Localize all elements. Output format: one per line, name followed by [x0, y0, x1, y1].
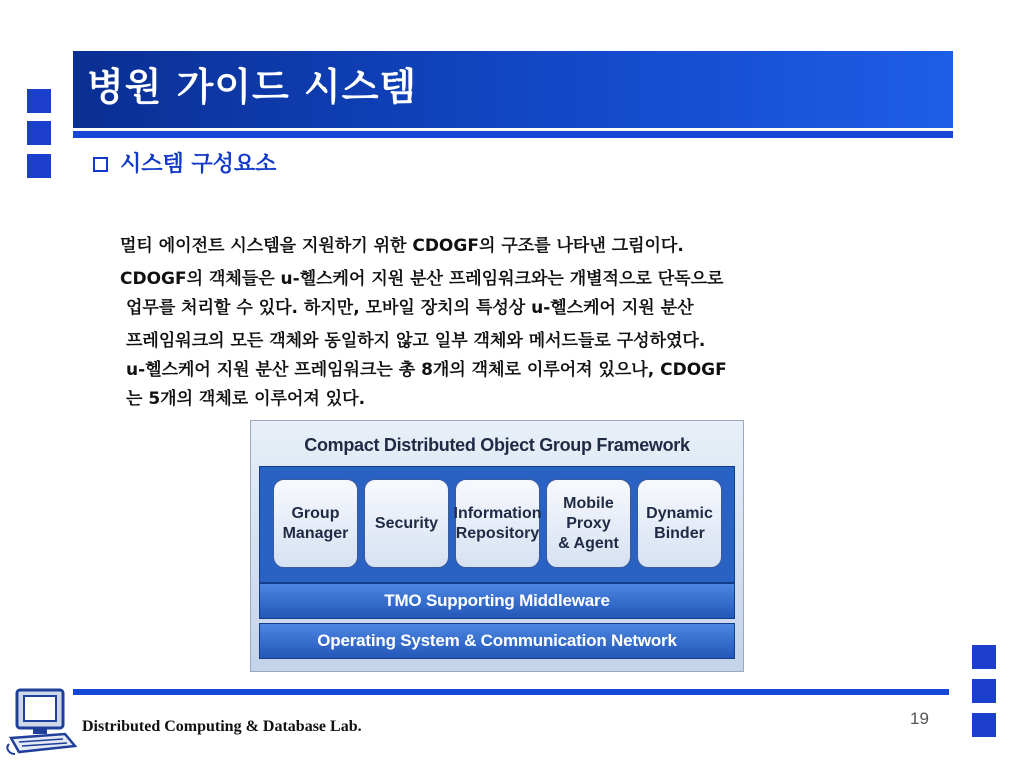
- lab-name: Distributed Computing & Database Lab.: [82, 718, 362, 735]
- body-line-2: CDOGF의 객체들은 u-헬스케어 지원 분산 프레임워크와는 개별적으로 단독으로: [120, 269, 724, 289]
- square-bullet-icon: [93, 157, 108, 172]
- page-number: 19: [910, 709, 929, 728]
- decor-square-right-3: [972, 713, 996, 737]
- decor-square-left-1: [27, 89, 51, 113]
- page-title: 병원 가이드 시스템: [87, 65, 418, 109]
- footer-divider: [73, 689, 949, 695]
- body-line-1: 멀티 에이전트 시스템을 지원하기 위한 CDOGF의 구조를 나타낸 그림이다.: [120, 236, 684, 256]
- section-heading-text: 시스템 구성요소: [120, 152, 277, 177]
- computer-icon: [5, 684, 77, 758]
- middleware-layer: TMO Supporting Middleware: [259, 583, 735, 619]
- decor-square-left-2: [27, 121, 51, 145]
- section-heading: [93, 150, 276, 180]
- body-line-4: 프레임워크의 모든 객체와 동일하지 않고 일부 객체와 메서드들로 구성하였다.: [126, 331, 706, 351]
- body-line-3: 업무를 처리할 수 있다. 하지만, 모바일 장치의 특성상 u-헬스케어 지원 분산: [126, 298, 694, 318]
- component-information-repository: Information Repository: [455, 479, 540, 568]
- body-line-5: u-헬스케어 지원 분산 프레임워크는 총 8개의 객체로 이루어져 있으나, CDOGF: [126, 360, 727, 380]
- component-security: Security: [364, 479, 449, 568]
- header-divider: [73, 131, 953, 138]
- header-band: [73, 51, 953, 128]
- decor-square-right-1: [972, 645, 996, 669]
- decor-square-left-3: [27, 154, 51, 178]
- cdogf-diagram: [250, 420, 744, 672]
- body-text: [120, 232, 950, 414]
- component-frame: [259, 466, 735, 583]
- component-dynamic-binder: Dynamic Binder: [637, 479, 722, 568]
- body-line-6: 는 5개의 객체로 이루어져 있다.: [126, 389, 366, 409]
- component-group-manager: Group Manager: [273, 479, 358, 568]
- component-mobile-proxy-agent: Mobile Proxy & Agent: [546, 479, 631, 568]
- diagram-title: Compact Distributed Object Group Framework: [304, 435, 690, 455]
- network-layer: Operating System & Communication Network: [259, 623, 735, 659]
- decor-square-right-2: [972, 679, 996, 703]
